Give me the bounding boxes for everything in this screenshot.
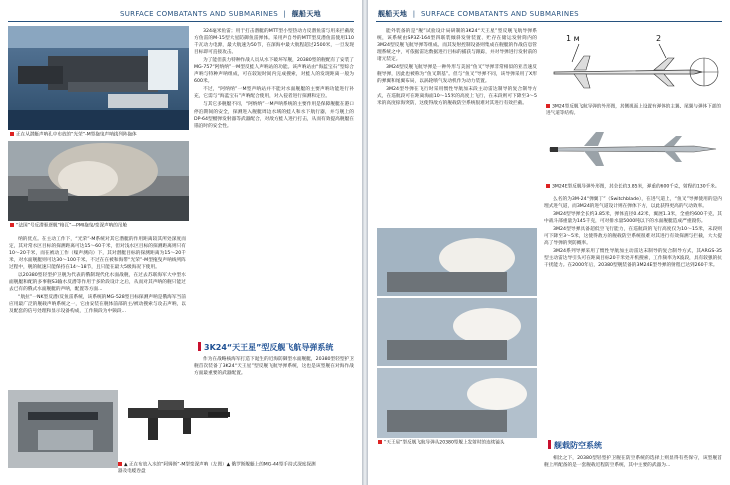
- section-heading-uran: 3K24“天王星”型反舰飞航导弹系统: [198, 342, 333, 353]
- paragraph: “航拉”一NK型反潜/反鱼雷系统，该系统的MG-528型目标探测声呐是俄海军当前应用最广泛的舰载声呐系统之一，它由安装在舰体前部的主/被动搜索与攻击声呐，以及配套的信号处理和显示设备构成，工作频段为中频段...: [9, 295, 186, 315]
- left-running-header: SURFACE COMBATANTS AND SUBMARINES | 舰船天地: [120, 10, 321, 18]
- right-page-column-1: [377, 28, 537, 226]
- paragraph: 3M24型导弹在飞行时采用惯性导航加末段主动雷达制导的复合制导方式，在巡航段可在距离海面10～15米的高度上飞行，在末段则可下降至3～5米的高度掠海突防，这使得敌方的舰载防空系统很难对其进行有效拦截。: [377, 87, 537, 107]
- photo-sonar-pod: [8, 141, 189, 221]
- photo-launch-sequence: [377, 228, 537, 438]
- caption-missile-profile: 3M24E型反舰导弹外形图，其全长约3.85米，弹重约600千克，射程约130千米。: [546, 184, 722, 191]
- caption-photo-weapons: ▲ 正在布放入水的“阿姆斯”-M型变深声呐（左图）▲ 俄罗斯舰艇上的MG-44型手持式深度探测器及电缆卷盘: [118, 462, 316, 474]
- paragraph: 3M24型导弹全长约3.85米，弹体直径0.42米，翼展1.3米，全重约600千克，其中战斗部重量为145千克，可对排水量5000吨以下的水面舰艇造成严重毁伤。: [544, 212, 722, 225]
- photo-sonar-deploy: [8, 26, 189, 130]
- left-header-section: 舰船天地: [291, 10, 321, 18]
- paragraph: 能外装备的是“舰”试验设计局研制的3K24“天王星”型反舰飞航导弹系统，该系统由SP3Z-164型四联装倾斜发射装置、贮存在储运发射筒内的3M24型反舰飞航导弹等组成。而其发射控制设备则集成在舰艇的作战信息管理系统之中，可依据雷达数据进行目标的捕获与跟踪，并对导弹进行发射前的诸元装定。: [377, 29, 537, 63]
- paragraph: 以20380型轻型护卫舰为代表的俄制现代化水面战舰，在过去苏联海军大中型水面舰艇和配的多事舰S3输水反潜等作用于多阶段设计之后，从而对其声呐的舰只能过去已有的俄式水面舰艇的声呐，配置等方面...: [9, 273, 186, 293]
- section-bar: [548, 440, 551, 449]
- paragraph: 为了能但获力特种作战人员从水下破坏军舰，20380型的舰配有了安装了MG-757“阿纳纳”一M型反蛙人声呐站的功能。该声呐站由“海蓝宝石”型综合声呐与特种声呐组成，可在较短时间内完成搜索，对蛙人的发现距离一般为600米。: [194, 58, 354, 85]
- missile-profile: [544, 118, 722, 184]
- paragraph: 3M24型反舰飞航导弹是一种外形与美国“鱼叉”导弹非常相似的亚音速反舰导弹，因此也被称为“鱼叉斯基”。但与“鱼叉”导弹不同，该导弹采用了X形的弹翼和尾翼布局，以涡轮喷气发动机作为动力装置。: [377, 65, 537, 85]
- left-header-rule: [8, 21, 354, 22]
- paragraph: 作为在战略核海军打造下诞生的近海防御型水面舰艇，20380型轻型护卫舰首次装备了3K24“天王星”型反舰飞航导弹系统，这也是该型舰在对海作战方面最重要的武器配置。: [194, 357, 354, 377]
- caption-missile-diagram: 3M24型反舰飞航导弹的外形图，其侧视面上设置有弹体的主翼、尾翼与弹体下部的进气道等结构。: [546, 104, 721, 116]
- paragraph: 么名的为3M-24“弹翼丁”（Switchblade），在进气道上，“鱼叉”导弹使用的是内埋式进气道，而3M24的进气道设计则在弹体下方，以此获得更高的气动效率。: [544, 197, 722, 210]
- fig-label-2: 2: [656, 34, 662, 43]
- right-header-title: SURFACE COMBATANTS AND SUBMARINES: [420, 10, 579, 18]
- section-heading-air-defense: 舰载防空系统: [548, 440, 602, 451]
- right-header-rule: [376, 21, 722, 22]
- left-header-title: SURFACE COMBATANTS AND SUBMARINES: [120, 10, 278, 18]
- paragraph: 相比之下，20380型轻型护卫舰在防空系统的选择上则显得有些保守，该型舰首舰上所配备的是一套舰载近程防空系统，其中主要的武器为...: [544, 456, 722, 469]
- right-header-section: 舰船天地: [378, 10, 408, 18]
- caption-photo-sonar: 正在从潜艇声呐孔中布放的“光荣”-M型拖曳声呐线列阵拖体: [10, 132, 188, 139]
- caption-launch-sequence: “天王星”型反舰飞航导弹从20380型舰上发射时的连续镜头: [378, 440, 538, 447]
- photo-weapons: [8, 390, 243, 468]
- paragraph: 纳的优点。在主动工作下，“光荣”-M系统对其它潜艇的作用距离较其所处深度而定，其对常水区目标的探测距离可达15～60千米，但对浅水区目标的探测距离则只有10～20千米，而在被动工作（噪声测向）下，其对潜艇目标的探测距离为15～20千米，对水面舰艇则可达30～100千米。不过在在被和海带“光荣”-M型拖曳声呐线列阵过程中，舰的航速只能保持在14～18节，且只能在最大5级海况下使用。: [9, 237, 186, 271]
- left-page-column-1: [9, 236, 186, 388]
- right-page: [368, 0, 730, 485]
- caption-photo-pod: “法国”号反潜驱逐舰“格瓦”—PMI拖曳/变深声呐的吊舱: [10, 223, 188, 230]
- right-page-column-2: [544, 196, 722, 434]
- missile-diagram: [544, 30, 722, 114]
- fig-label-1: 1 м: [566, 34, 580, 43]
- section-bar: [198, 342, 201, 351]
- paragraph: 3M24型导弹具备超低空飞行能力，在巡航段的飞行高度仅为10～15米，末段则可下降至3～5米，这使得敌方的舰载防空系统很难对其进行有效探测与拦截，大大提高了导弹的突防概率。: [544, 227, 722, 247]
- paragraph: 不过，“阿纳纳”一M型声呐站并不能对水面舰艇的主要声呐功能进行补充，它需与“海蓝宝石”声呐配合使用，对入侵者进行探测和定位。: [194, 87, 354, 100]
- paragraph: 3M24系列导弹采用了惯性导航加主动雷达末制导的复合制导方式，其ARGS-35型主动雷达导引头可在距离目标20千米处开机搜索，工作频率为X波段，具有较强的抗干扰能力。在2000年后，20380型舰装备的3M24E型导弹的射程已达到260千米。: [544, 249, 722, 269]
- right-page-column-2b: [544, 455, 722, 483]
- left-page-column-2b: [194, 356, 354, 392]
- paragraph: 324毫米鱼雷；用于打击潜艇的MTT型小型热动力反潜鱼雷与用来拦截敌方鱼雷的M-15型大星防御鱼雷弹体。采用声自导的MTT型反潜鱼雷使用110千瓦动力电源，最大航速为50节，在深海中最大航程超过2500米，一旦发现目标即可直接攻击。: [194, 29, 354, 56]
- paragraph: 与其它多舰艇不同，“阿纳纳”一M声呐系统的主要作用是保障舰艇在港口停泊期间的安全，探测进入舰艇周边水域的蛙人和水下航行器，并与舰上的DP-64型榴弹发射器等武器配合，对敌方蛙人进行打击，从而有效提高舰艇在锚泊时的安全性。: [194, 102, 354, 129]
- left-page-column-2: [194, 28, 354, 326]
- left-page: [0, 0, 362, 485]
- right-running-header: 舰船天地 | SURFACE COMBATANTS AND SUBMARINES: [378, 10, 579, 18]
